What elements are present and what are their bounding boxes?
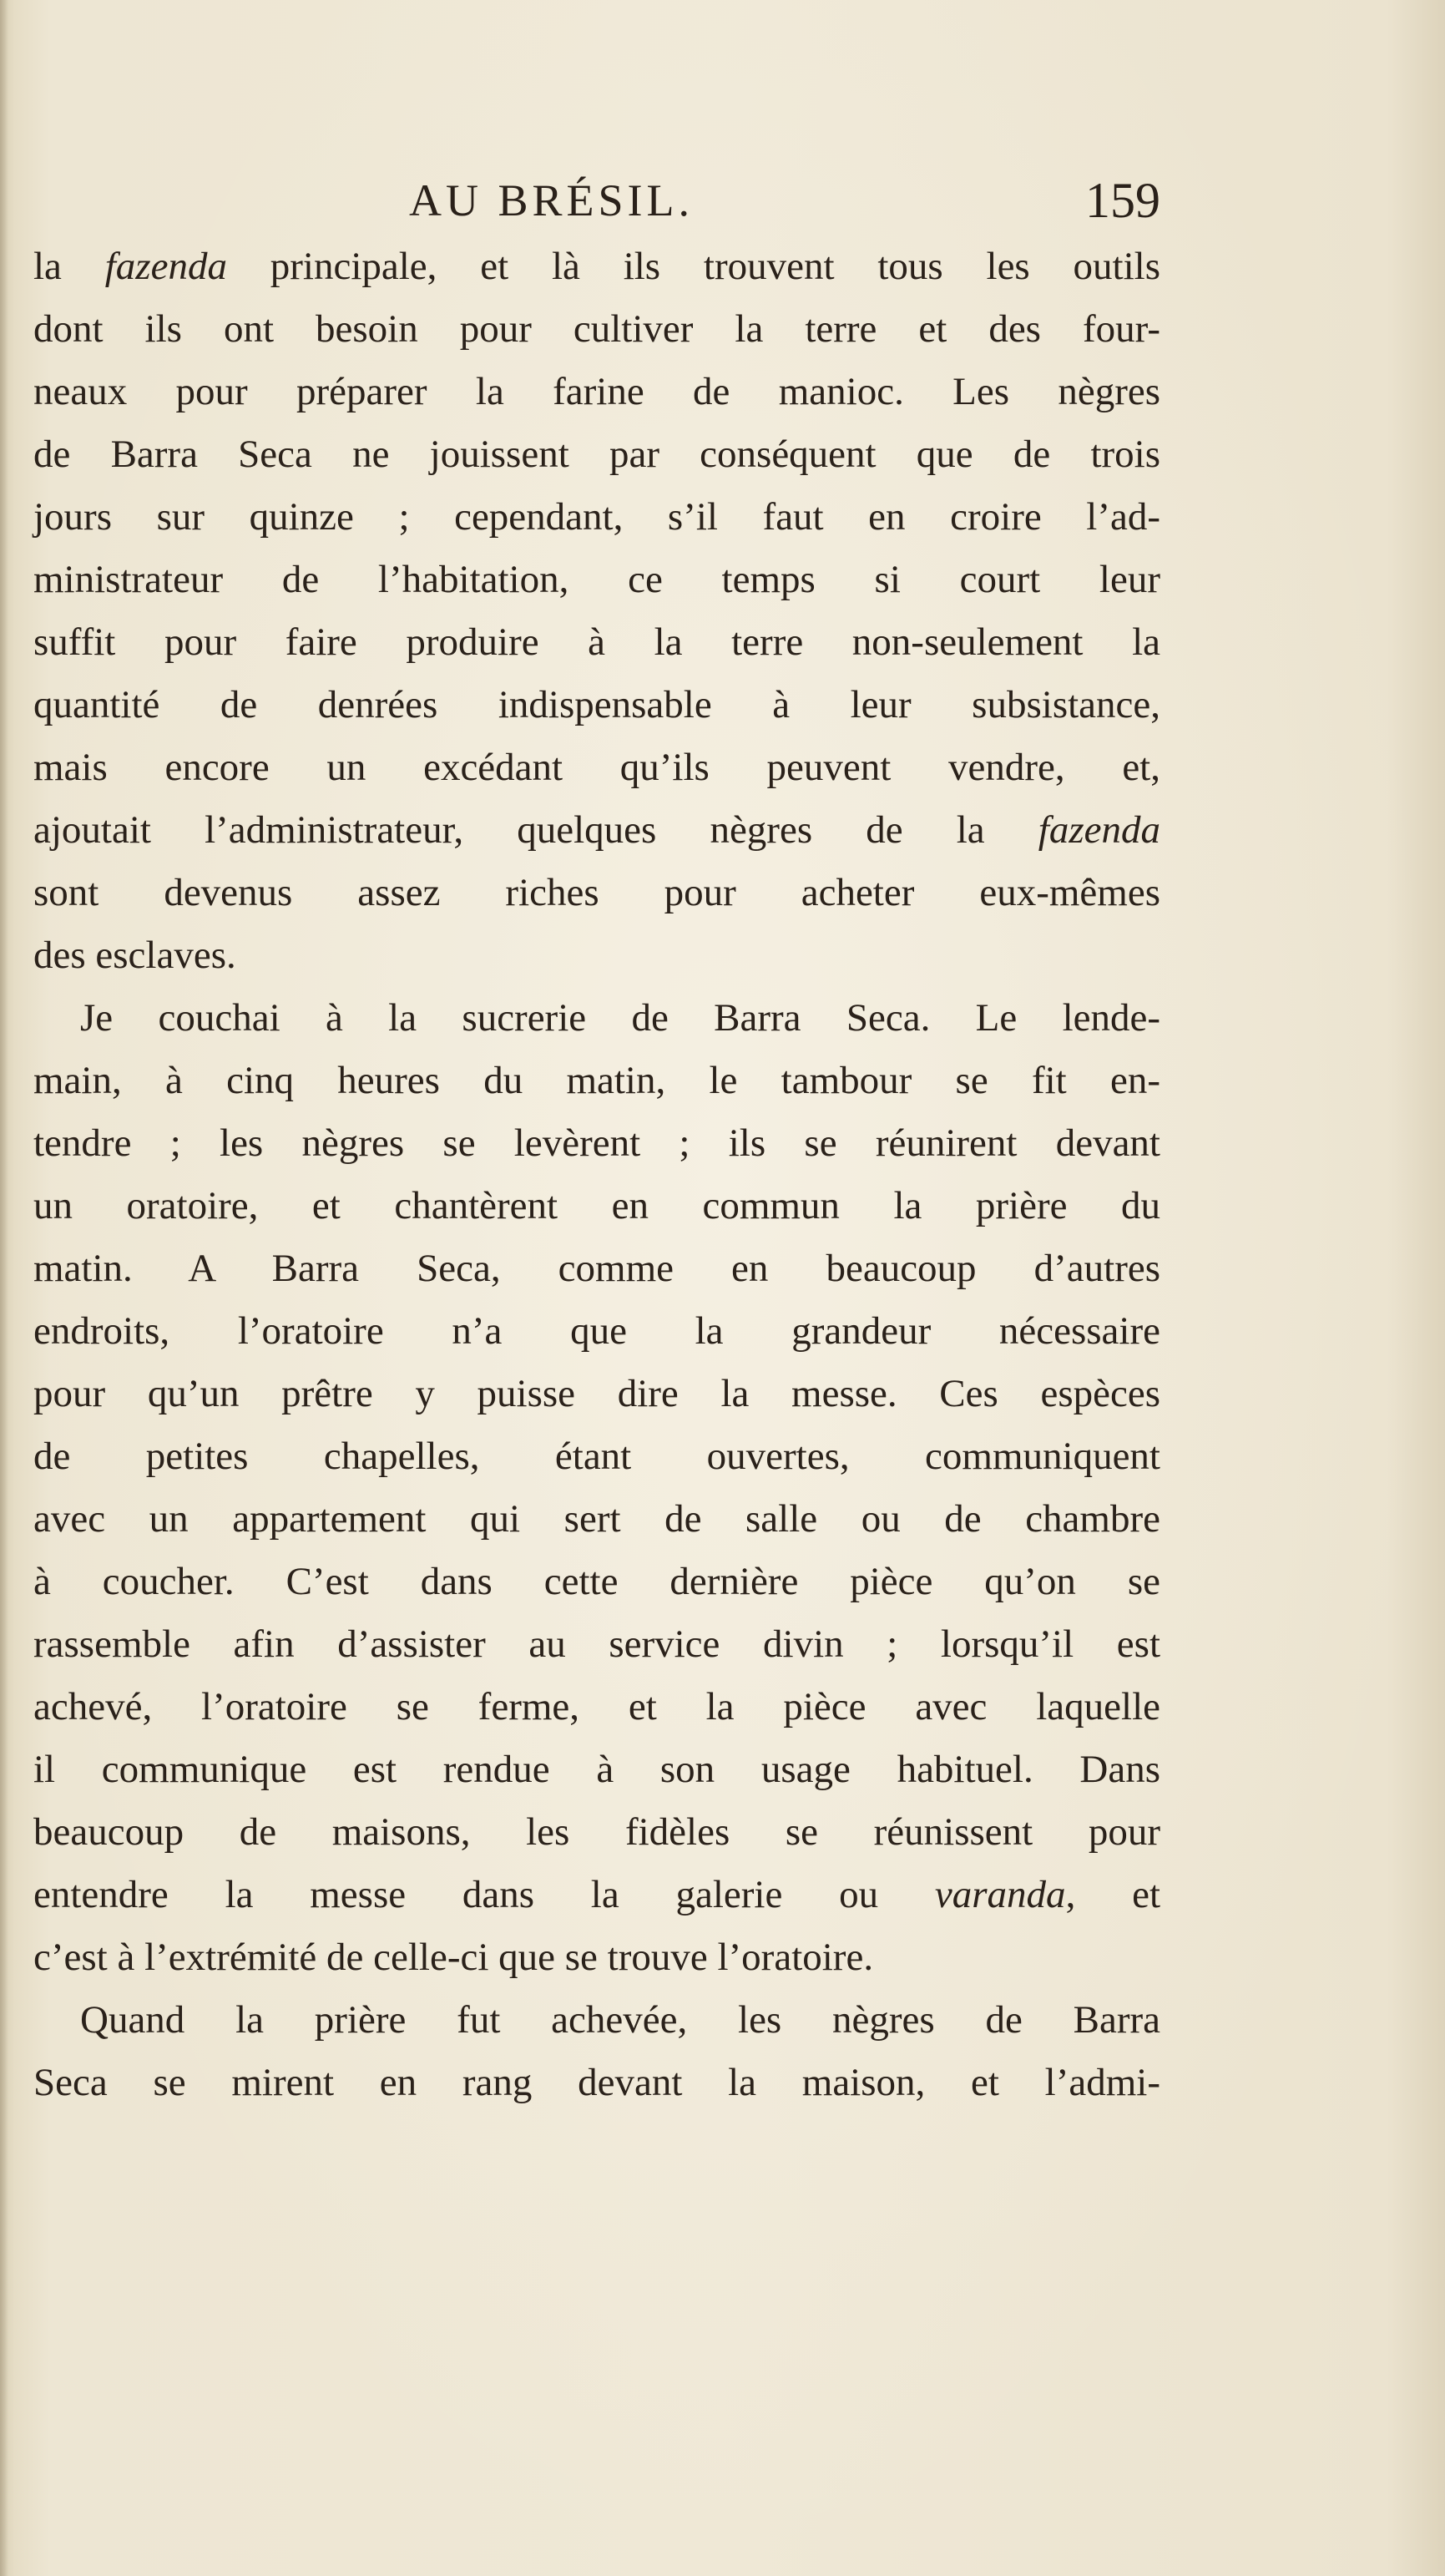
- text-line: quantité de denrées indispensable à leur subsistance,: [33, 683, 1160, 726]
- text-line: avec un appartement qui sert de salle ou de chambre: [33, 1497, 1160, 1541]
- text-line: rassemble afin d’assister au service divin ; lorsqu’il est: [33, 1622, 1160, 1666]
- text-line: [33, 1864, 1160, 1926]
- text-segment: entendre la messe dans la galerie ou: [33, 1873, 935, 1916]
- text-line: c’est à l’extrémité de celle-ci que se trouve l’oratoire.: [33, 1936, 874, 1979]
- text-line: beaucoup de maisons, les fidèles se réunissent pour: [33, 1810, 1160, 1854]
- text-segment: la: [33, 245, 105, 288]
- text-line: pour qu’un prêtre y puisse dire la messe. Ces espèces: [33, 1372, 1160, 1415]
- text-line: des esclaves.: [33, 934, 236, 977]
- text-line: main, à cinq heures du matin, le tambour se fit en-: [33, 1059, 1160, 1102]
- text-line: jours sur quinze ; cependant, s’il faut en croire l’ad-: [33, 495, 1160, 539]
- text-segment: ajoutait l’administrateur, quelques nègres de la: [33, 808, 1038, 852]
- page-header: [33, 167, 1160, 234]
- text-body: [33, 235, 1160, 2114]
- text-line: dont ils ont besoin pour cultiver la terre et des four-: [33, 307, 1160, 351]
- text-line: de petites chapelles, étant ouvertes, communiquent: [33, 1435, 1160, 1478]
- text-line: un oratoire, et chantèrent en commun la prière du: [33, 1184, 1160, 1227]
- text-line: Quand la prière fut achevée, les nègres de Barra: [80, 1998, 1160, 2042]
- text-line: [33, 235, 1160, 298]
- italic-term: varanda: [934, 1873, 1066, 1916]
- text-line: à coucher. C’est dans cette dernière pièce qu’on se: [33, 1560, 1160, 1603]
- text-segment: , et: [1065, 1873, 1161, 1916]
- text-line: tendre ; les nègres se levèrent ; ils se réunirent devant: [33, 1121, 1160, 1165]
- text-line: mais encore un excédant qu’ils peuvent vendre, et,: [33, 746, 1160, 789]
- text-segment: principale, et là ils trouvent tous les outils: [226, 245, 1160, 288]
- text-line: sont devenus assez riches pour acheter eux-mêmes: [33, 871, 1160, 914]
- text-line: Je couchai à la sucrerie de Barra Seca. Le lende-: [80, 996, 1160, 1040]
- text-line: neaux pour préparer la farine de manioc. Les nègres: [33, 370, 1160, 413]
- page-number: 159: [1085, 173, 1160, 228]
- text-line: ministrateur de l’habitation, ce temps si court leur: [33, 558, 1160, 601]
- text-line: [33, 799, 1160, 862]
- text-line: matin. A Barra Seca, comme en beaucoup d’autres: [33, 1247, 1160, 1290]
- text-line: de Barra Seca ne jouissent par conséquent que de trois: [33, 433, 1160, 476]
- page-spine-edge: [0, 0, 8, 2576]
- italic-term: fazenda: [1038, 808, 1160, 852]
- text-line: Seca se mirent en rang devant la maison, et l’admi-: [33, 2061, 1160, 2104]
- text-line: achevé, l’oratoire se ferme, et la pièce avec laquelle: [33, 1685, 1160, 1728]
- running-title: AU BRÉSIL.: [409, 175, 695, 225]
- text-line: il communique est rendue à son usage habituel. Dans: [33, 1748, 1160, 1791]
- italic-term: fazenda: [104, 245, 227, 288]
- text-line: endroits, l’oratoire n’a que la grandeur nécessaire: [33, 1309, 1160, 1353]
- text-line: suffit pour faire produire à la terre non-seulement la: [33, 620, 1160, 664]
